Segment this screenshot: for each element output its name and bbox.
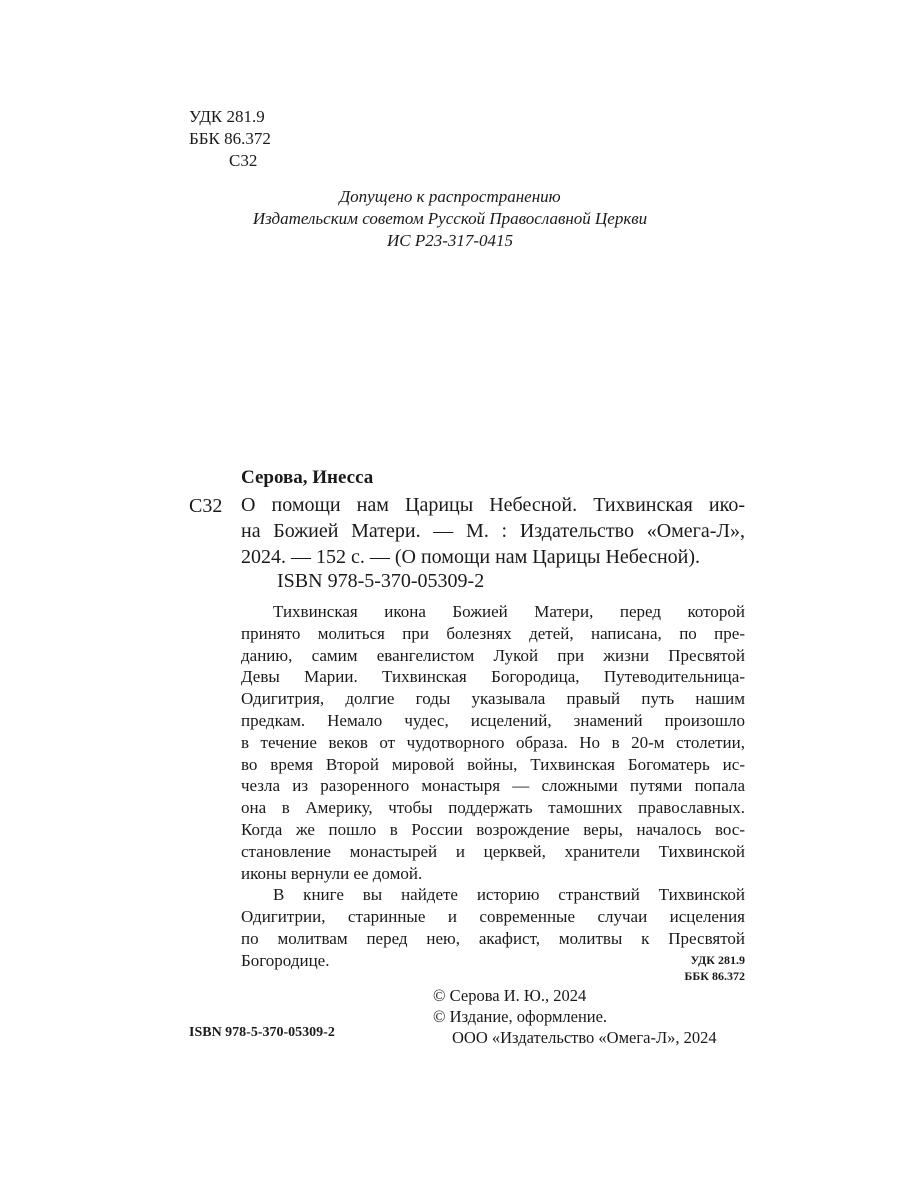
copyright-line-edition: © Издание, оформление.	[433, 1007, 608, 1026]
annotation-line: она в Америку, чтобы поддержать тамошних православных.	[241, 798, 745, 818]
isbn-footer: ISBN 978-5-370-05309-2	[189, 1025, 335, 1040]
bottom-classification-codes	[600, 952, 745, 984]
author-mark: С32	[229, 151, 258, 170]
author-heading: Серова, Инесса	[241, 467, 374, 488]
bbk-code-bottom: ББК 86.372	[684, 969, 745, 983]
annotation-line: Девы Марии. Тихвинская Богородица, Путеводительница-	[241, 667, 745, 687]
annotation-line: становление монастырей и церквей, хранители Тихвинской	[241, 841, 745, 861]
annotation-line: иконы вернули ее домой.	[241, 863, 423, 883]
biblio-line: на Божией Матери. — М. : Издательство «Омега-Л»,	[241, 520, 745, 542]
isbn-entry: ISBN 978-5-370-05309-2	[277, 570, 485, 592]
approval-number: ИС Р23-317-0415	[386, 231, 514, 250]
church-approval-notice	[0, 186, 900, 252]
copyright-line-publisher: ООО «Издательство «Омега-Л», 2024	[452, 1028, 717, 1047]
top-classification-codes	[189, 106, 271, 172]
annotation-line: данию, самим евангелистом Лукой при жизни Пресвятой	[241, 645, 745, 665]
annotation-line: предкам. Немало чудес, исцелений, знамений произошло	[241, 710, 745, 730]
bbk-code: ББК 86.372	[189, 129, 271, 148]
approval-line-1: Допущено к распространению	[339, 187, 561, 206]
biblio-line: О помощи нам Царицы Небесной. Тихвинская ико-	[241, 494, 745, 516]
copyright-line-author: © Серова И. Ю., 2024	[433, 986, 587, 1005]
author-cipher: С32	[189, 495, 223, 517]
annotation-line: по молитвам перед нею, акафист, молитвы к Пресвятой	[241, 928, 745, 948]
annotation-line: Одигитрия, долгие годы указывала правый путь нашим	[241, 689, 745, 709]
annotation-line: в течение веков от чудотворного образа. Но в 20-м столетии,	[241, 732, 745, 752]
annotation-line: Одигитрии, старинные и современные случаи исцеления	[241, 907, 745, 927]
bibliographic-description	[241, 492, 745, 570]
udk-code: УДК 281.9	[189, 107, 265, 126]
udk-code-bottom: УДК 281.9	[690, 953, 745, 967]
copyright-block	[433, 985, 717, 1048]
annotation-line: Богородице.	[241, 950, 330, 970]
approval-line-2: Издательским советом Русской Православной Церкви	[252, 209, 648, 228]
annotation-line: В книге вы найдете историю странствий Тихвинской	[273, 885, 745, 905]
annotation-line: чезла из разоренного монастыря — сложными путями попала	[241, 776, 745, 796]
annotation-line: принято молиться при болезнях детей, написана, по пре-	[241, 623, 745, 643]
annotation	[241, 601, 745, 972]
annotation-line: Тихвинская икона Божией Матери, перед которой	[273, 602, 745, 621]
biblio-line: 2024. — 152 с. — (О помощи нам Царицы Небесной).	[241, 546, 701, 568]
annotation-line: Когда же пошло в России возрождение веры, началось вос-	[241, 819, 745, 839]
annotation-line: во время Второй мировой войны, Тихвинская Богоматерь ис-	[241, 754, 745, 774]
